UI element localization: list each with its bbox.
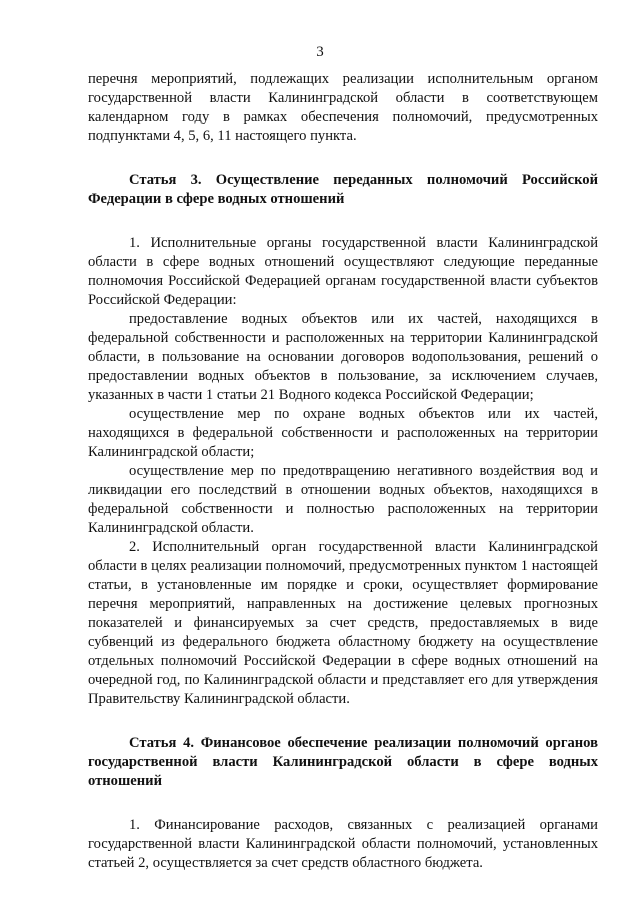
article-3-heading: Статья 3. Осуществление переданных полномочий Российской Федерации в сфере водных отношений bbox=[88, 172, 598, 207]
article-4-paragraph-1: 1. Финансирование расходов, связанных с реализацией органами государственной власти Калининградской области полномочий, установленных статьей 2, осуществляется за счет средств областного бюджета. bbox=[88, 817, 598, 871]
article-3-paragraph-1: 1. Исполнительные органы государственной власти Калининградской области в сфере водных отношений осуществляют следующие переданные полномочия Российской Федерацией органам государственной власти субъектов Российской Федерации: bbox=[88, 235, 598, 308]
article-3-item-a: предоставление водных объектов или их частей, находящихся в федеральной собственности и расположенных на территории Калининградской области, в пользование на основании договоров водопользования, решений о предоставлении водных объектов в пользование, за исключением случаев, указанных в части 1 статьи 21 Водного кодекса Российской Федерации; bbox=[88, 311, 598, 403]
article-3-paragraph-2: 2. Исполнительный орган государственной власти Калининградской области в целях реализации полномочий, предусмотренных пунктом 1 настоящей статьи, в установленные им порядке и сроки, осуществляет формирование перечня мероприятий, направленных на достижение целевых прогнозных показателей и финансируемых за счет средств, предоставляемых в виде субвенций из федерального бюджета областному бюджету на осуществление отдельных полномочий Российской Федерации в сфере водных отношений на очередной год, по Калининградской области и представляет его для утверждения Правительству Калининградской области. bbox=[88, 539, 598, 707]
article-3-item-b: осуществление мер по охране водных объектов или их частей, находящихся в федеральной собственности и расположенных на территории Калининградской области; bbox=[88, 406, 598, 460]
page-number: 3 bbox=[316, 44, 324, 60]
continued-paragraph: перечня мероприятий, подлежащих реализации исполнительным органом государственной власти Калининградской области в соответствующем календарном году в рамках обеспечения полномочий, предусмотренных подпунктами 4, 5, 6, 11 настоящего пункта. bbox=[88, 71, 598, 144]
document-body bbox=[88, 70, 598, 873]
article-3-item-c: осуществление мер по предотвращению негативного воздействия вод и ликвидации его последствий в отношении водных объектов, находящихся в федеральной собственности и полностью расположенных на территории Калининградской области. bbox=[88, 463, 598, 536]
article-4-heading: Статья 4. Финансовое обеспечение реализации полномочий органов государственной власти Калининградской области в сфере водных отношений bbox=[88, 735, 598, 789]
